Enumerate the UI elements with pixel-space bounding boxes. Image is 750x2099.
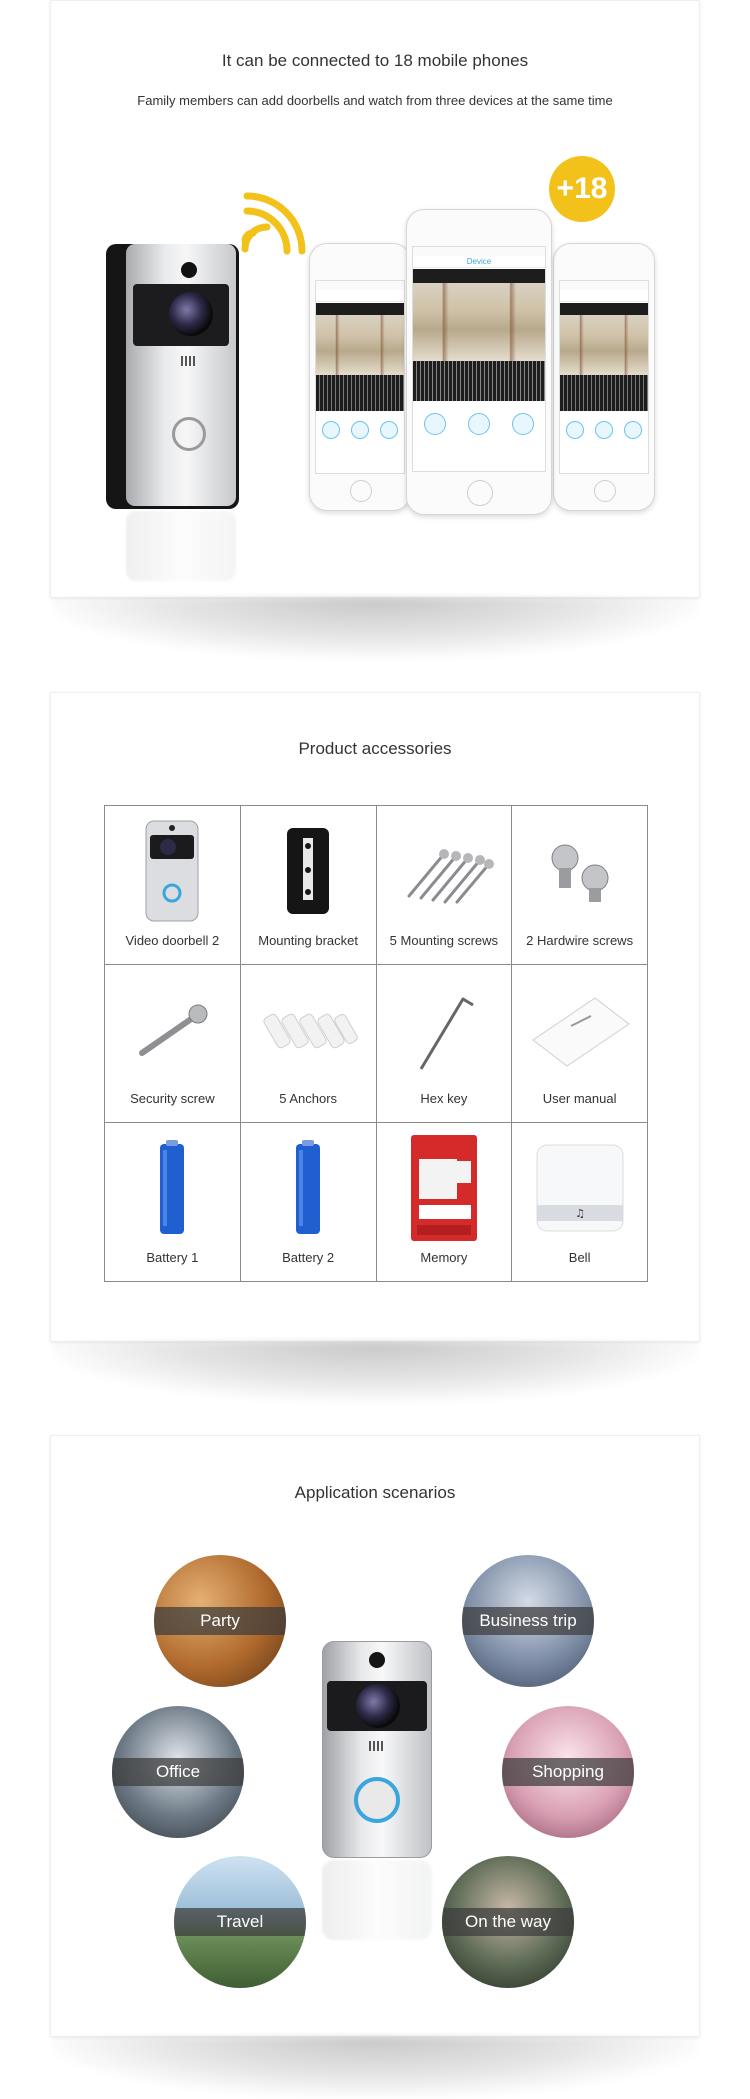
accessory-cell [241, 806, 377, 965]
accessory-label: 5 Anchors [279, 1091, 338, 1107]
scenario-label: On the way [442, 1908, 574, 1936]
accessories-grid [104, 805, 648, 1282]
scenario-business-trip [462, 1555, 594, 1687]
scenario-on-the-way [442, 1856, 574, 1988]
scenarios-section-card [50, 1435, 700, 2037]
accessory-label: Battery 2 [282, 1250, 335, 1265]
scenario-label: Office [112, 1758, 244, 1786]
phone-center [406, 209, 552, 515]
anchors-icon [258, 1000, 358, 1060]
accessory-cell [377, 806, 513, 965]
doorbell-icon [142, 819, 202, 923]
svg-text:♫: ♫ [574, 1207, 585, 1221]
memory-card-icon [409, 1133, 479, 1243]
accessory-cell [241, 965, 377, 1124]
battery-icon [293, 1140, 323, 1236]
accessory-cell [512, 965, 648, 1124]
connect-section-subtitle: Family members can add doorbells and watch from three devices at the same time [137, 93, 613, 108]
hardwire-screws-icon [535, 836, 625, 906]
accessories-section-title: Product accessories [298, 739, 452, 758]
scenario-label: Party [154, 1607, 286, 1635]
accessory-label: 5 Mounting screws [389, 932, 499, 948]
bracket-icon [283, 826, 333, 916]
scenario-label: Business trip [462, 1607, 594, 1635]
scenario-travel [174, 1856, 306, 1988]
accessory-label: Mounting bracket [258, 932, 358, 948]
accessory-label: User manual [542, 1091, 617, 1107]
accessory-label: Bell [568, 1250, 591, 1265]
scenario-shopping [502, 1706, 634, 1838]
scenario-party [154, 1555, 286, 1687]
accessory-label: Video doorbell 2 [125, 932, 220, 948]
phone-right [553, 243, 655, 511]
accessory-cell [105, 1123, 241, 1282]
scenario-label: Travel [174, 1908, 306, 1936]
accessory-cell [512, 806, 648, 965]
plus-18-badge: +18 [549, 156, 615, 222]
battery-icon [157, 1140, 187, 1236]
hex-key-icon [409, 985, 479, 1075]
security-screw-icon [122, 995, 222, 1065]
connect-section-card [50, 0, 700, 598]
accessory-label: Battery 1 [146, 1250, 199, 1265]
phone-nav-title: Device [466, 257, 492, 266]
connect-section-title: It can be connected to 18 mobile phones [221, 51, 529, 70]
accessory-cell [512, 1123, 648, 1282]
chime-icon [535, 1143, 625, 1233]
phone-left [309, 243, 411, 511]
accessory-cell [241, 1123, 377, 1282]
manual-icon [525, 990, 635, 1070]
wifi-signal-icon [237, 191, 307, 261]
accessory-cell [377, 965, 513, 1124]
screws-icon [389, 836, 499, 906]
scenario-label: Shopping [502, 1758, 634, 1786]
accessory-label: Hex key [420, 1091, 468, 1107]
accessory-cell [105, 806, 241, 965]
accessory-cell [377, 1123, 513, 1282]
scenarios-section-title: Application scenarios [294, 1483, 456, 1502]
accessory-cell [105, 965, 241, 1124]
scenario-office [112, 1706, 244, 1838]
accessory-label: 2 Hardwire screws [526, 932, 634, 948]
accessory-label: Security screw [130, 1091, 215, 1107]
accessory-label: Memory [420, 1250, 468, 1265]
accessories-section-card [50, 692, 700, 1342]
